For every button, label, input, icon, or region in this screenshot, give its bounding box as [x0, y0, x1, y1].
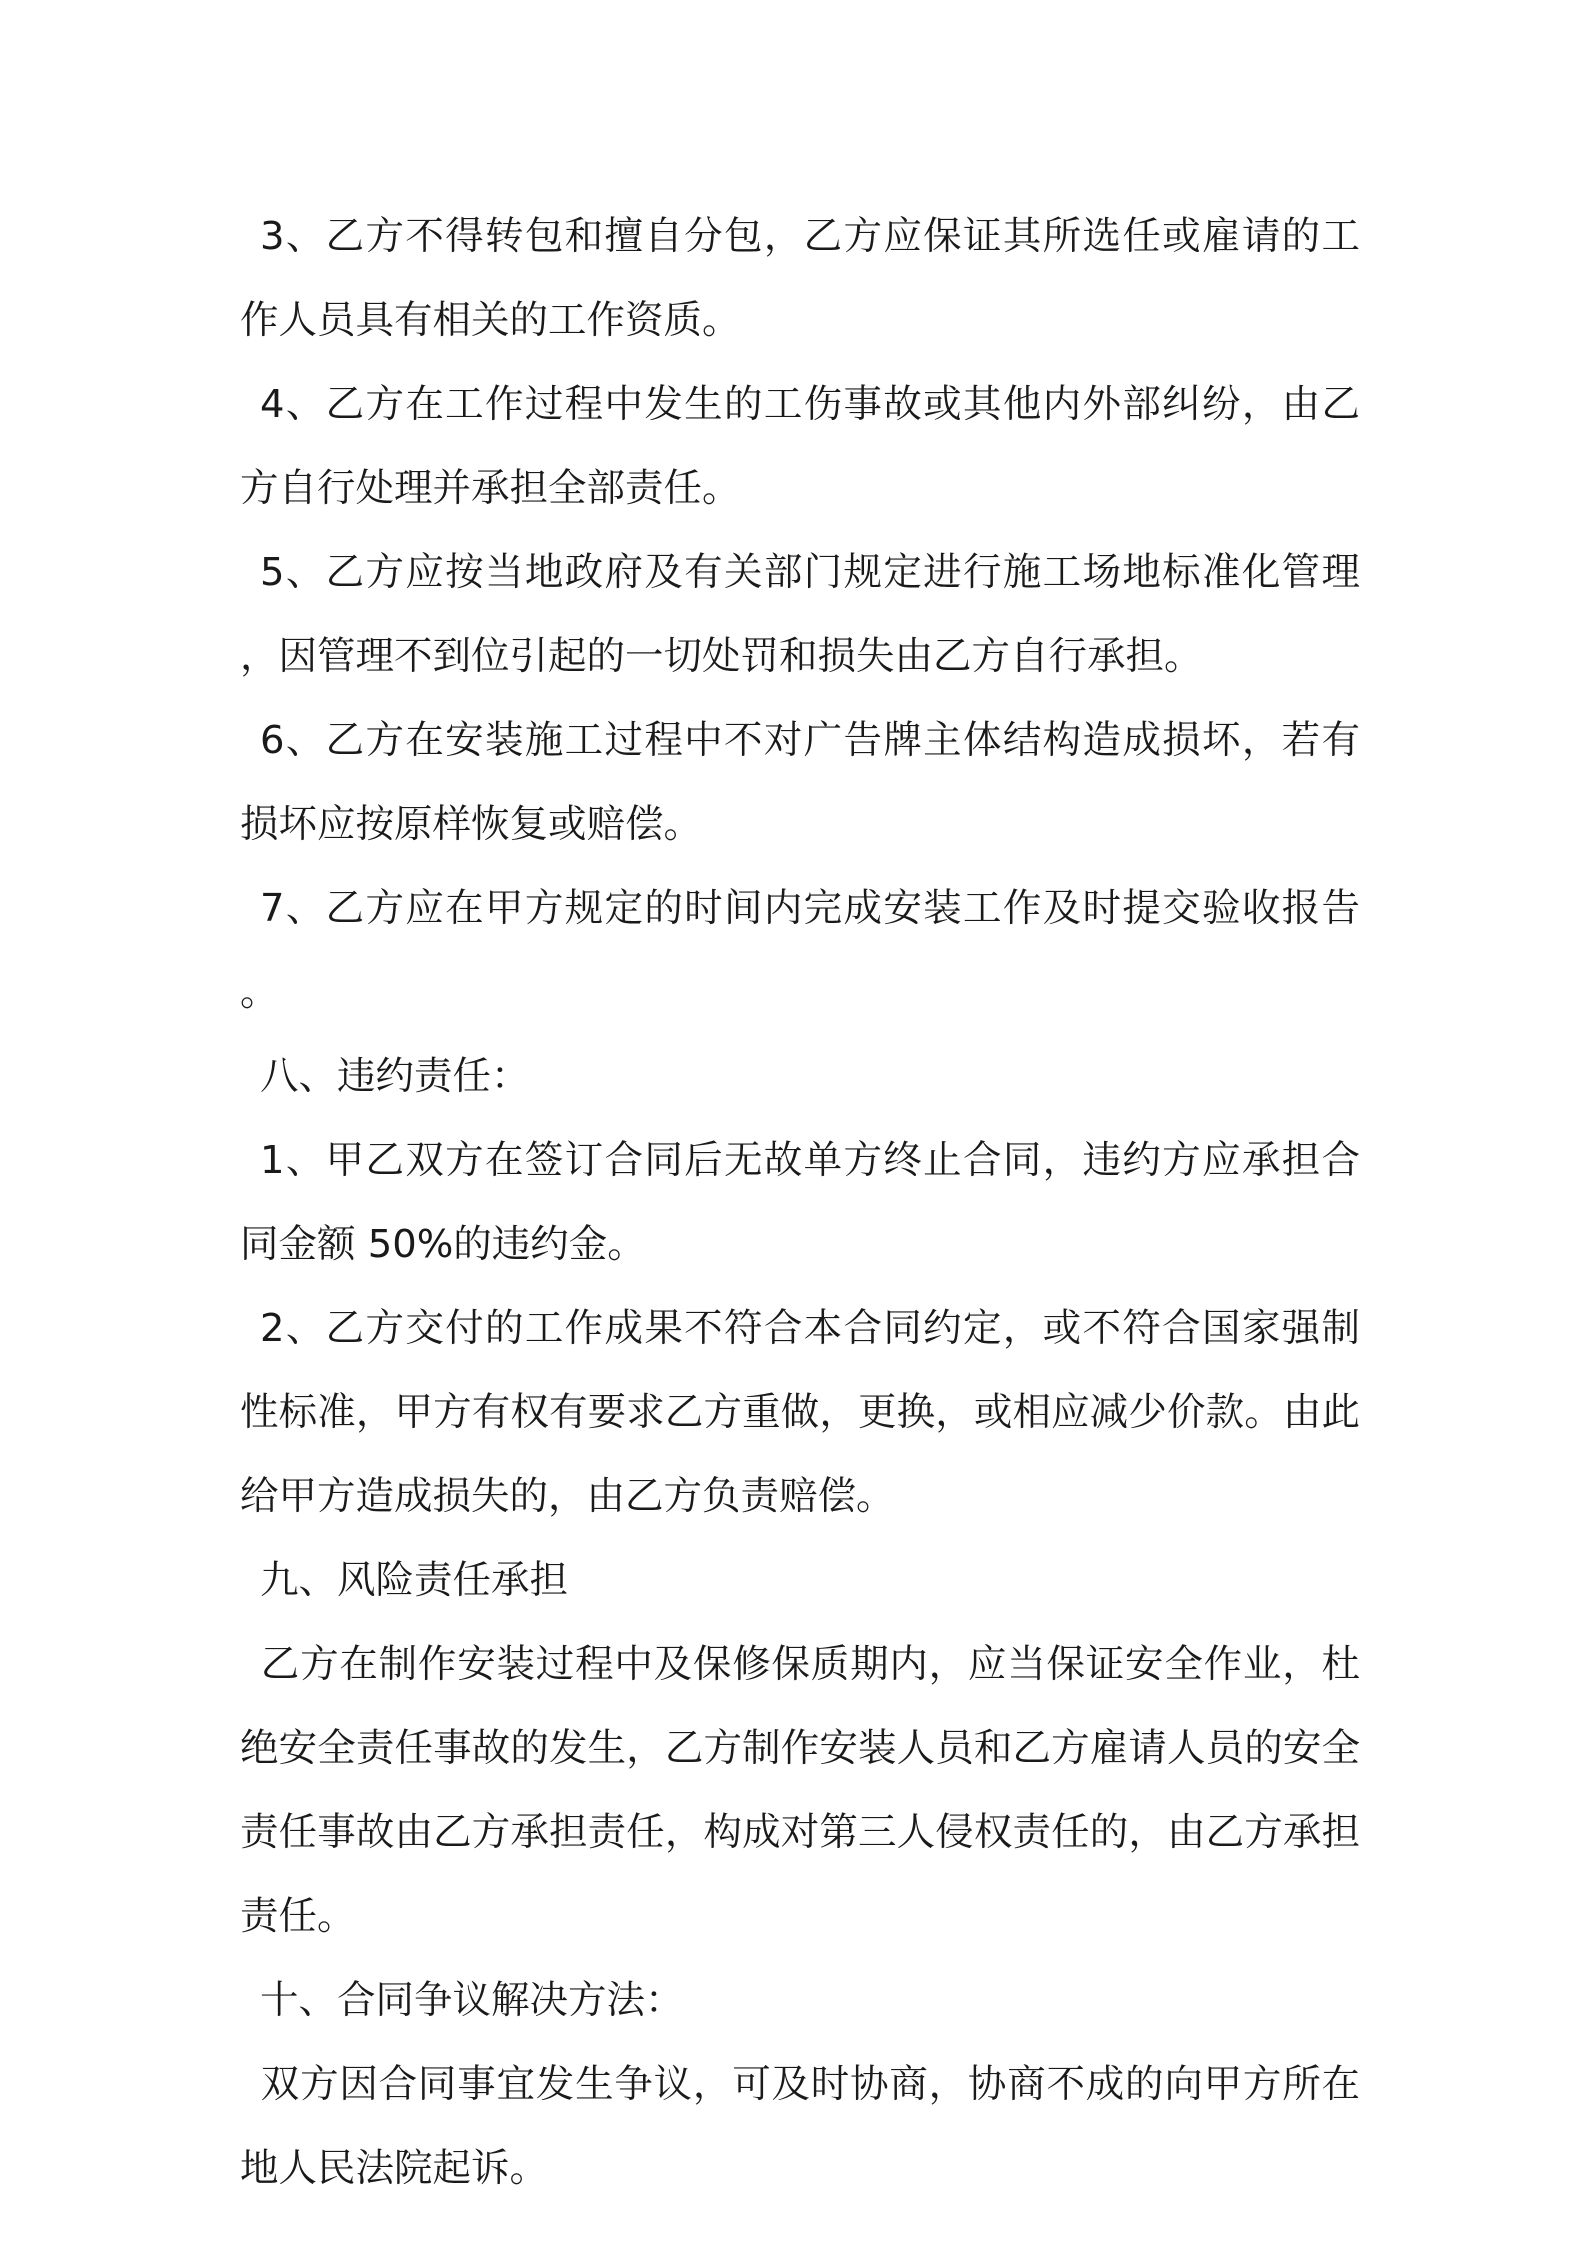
section-heading-dispute	[240, 1959, 1360, 2043]
section-heading-breach	[240, 1035, 1360, 1119]
paragraph-text: 3、乙方不得转包和擅自分包，乙方应保证其所选任或雇请的工作人员具有相关的工作资质。	[240, 214, 1360, 343]
dispute-clause	[240, 2043, 1360, 2211]
section-heading: 九、风险责任承担	[260, 1558, 569, 1603]
clause-6	[240, 699, 1360, 867]
paragraph-text: 6、乙方在安装施工过程中不对广告牌主体结构造成损坏，若有损坏应按原样恢复或赔偿。	[240, 718, 1360, 847]
clause-4	[240, 363, 1360, 531]
paragraph-text: 4、乙方在工作过程中发生的工伤事故或其他内外部纠纷，由乙方自行处理并承担全部责任。	[240, 382, 1360, 511]
paragraph-text: 7、乙方应在甲方规定的时间内完成安装工作及时提交验收报告。	[240, 886, 1360, 1015]
section-heading-risk	[240, 1539, 1360, 1623]
paragraph-text: 双方因合同事宜发生争议，可及时协商，协商不成的向甲方所在地人民法院起诉。	[240, 2062, 1360, 2191]
paragraph-text: 5、乙方应按当地政府及有关部门规定进行施工场地标准化管理，因管理不到位引起的一切处罚和损失由乙方自行承担。	[240, 550, 1360, 679]
paragraph-text: 乙方在制作安装过程中及保修保质期内，应当保证安全作业，杜绝安全责任事故的发生，乙方制作安装人员和乙方雇请人员的安全责任事故由乙方承担责任，构成对第三人侵权责任的，由乙方承担责任。	[240, 1642, 1360, 1939]
clause-5	[240, 531, 1360, 699]
clause-7	[240, 867, 1360, 1035]
paragraph-text: 2、乙方交付的工作成果不符合本合同约定，或不符合国家强制性标准，甲方有权有要求乙方重做，更换，或相应减少价款。由此给甲方造成损失的，由乙方负责赔偿。	[240, 1306, 1360, 1519]
section-heading: 八、违约责任：	[260, 1054, 530, 1099]
breach-clause-2	[240, 1287, 1360, 1539]
breach-clause-1	[240, 1119, 1360, 1287]
risk-clause	[240, 1623, 1360, 1959]
document-body	[240, 195, 1360, 2211]
section-heading: 十、合同争议解决方法：	[260, 1978, 684, 2023]
clause-3	[240, 195, 1360, 363]
paragraph-text: 1、甲乙双方在签订合同后无故单方终止合同，违约方应承担合同金额 50%的违约金。	[240, 1138, 1360, 1267]
